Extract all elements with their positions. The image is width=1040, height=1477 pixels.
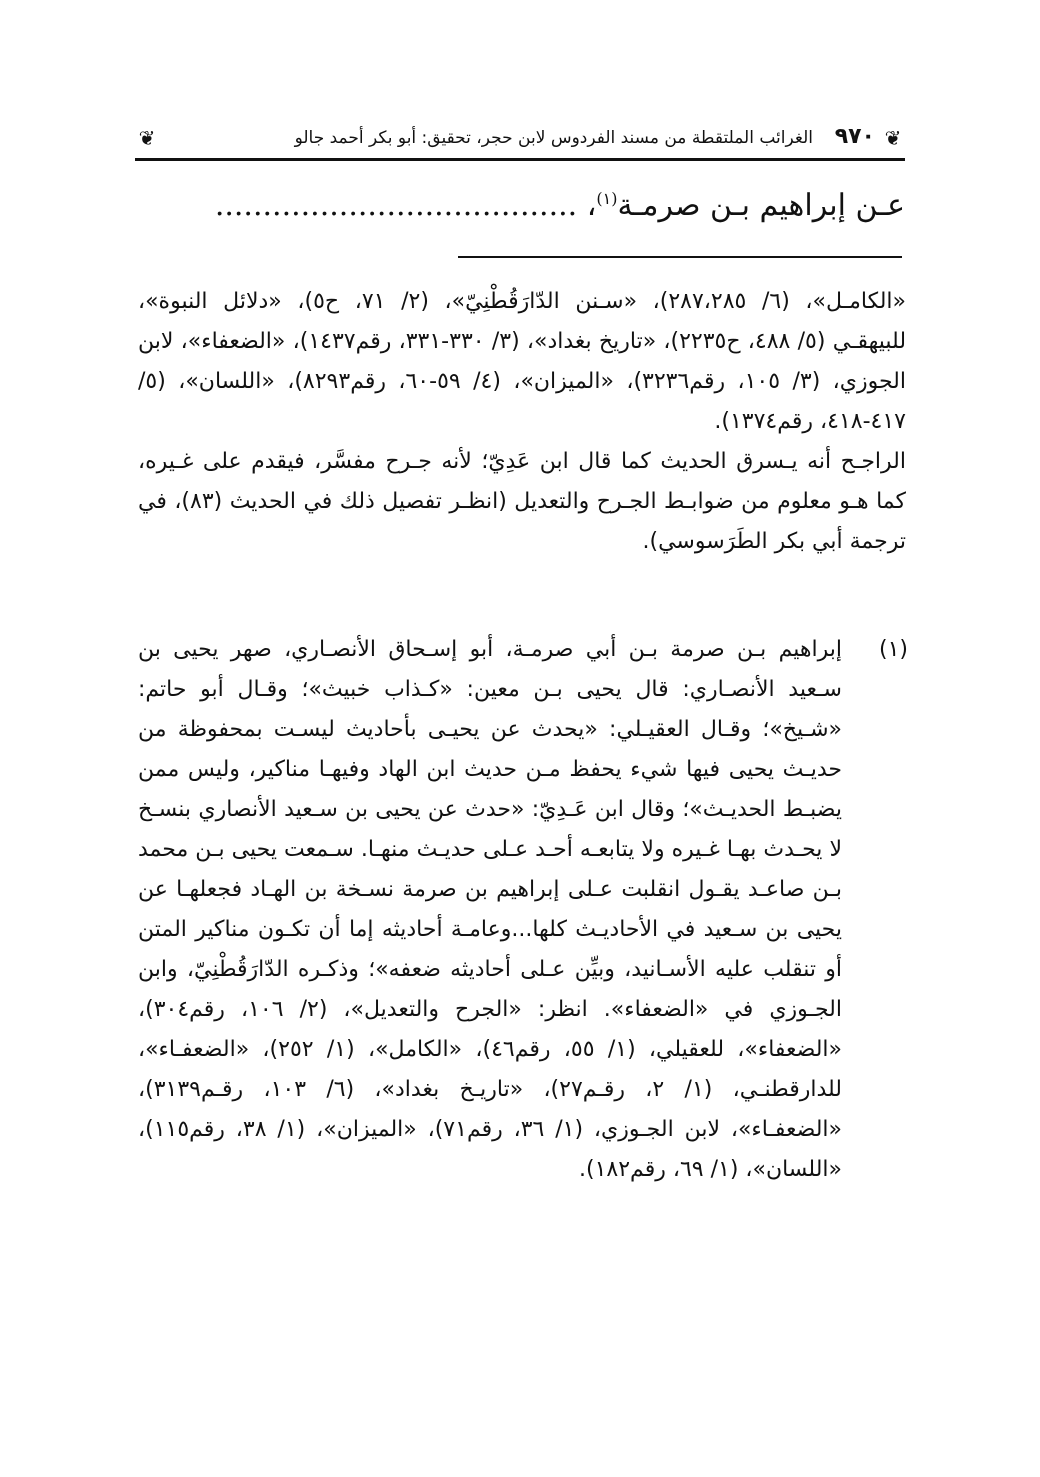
footnote-continued: [138, 282, 906, 562]
footnote-separator: [458, 256, 902, 258]
footnote-text: إبراهيم بـن صرمة بـن أبي صرمـة، أبو إسـحاق الأنصـاري، صهر يحيى بن سـعيد الأنصـاري: قال يحيى بـن معين: «كـذاب خبيث»؛ وقـال أبو حاتم: «شـيخ»؛ وقـال العقيـلي: «يحدث عن يحيـى بأحاديث ليسـت بمحفوظة من حديـث يحيى فيها شيء يحفظ مـن حديث ابن الهاد وفيهـا مناكير، وليس ممن يضبـط الحديـث»؛ وقال ابن عَـدِيّ: «حدث عن يحيى بن سـعيد الأنصاري بنسـخ لا يحـدث بهـا غـيره ولا يتابعـه أحـد عـلى حديـث منهـا. سـمعت يحيى بـن محمد بـن صاعـد يقـول انقلبت عـلى إبراهيم بن صرمة نسـخة بن الهـاد فجعلهـا عن يحيى بن سـعيد في الأحاديـث كلها...وعامـة أحاديثه إما أن تكـون مناكير المتن أو تنقلب عليه الأسـانيد، وبيِّن عـلى أحاديثه ضعفه»؛ وذكـره الدّارَقُطْنِيّ، وابن الجـوزي في «الضعفاء». انظر: «الجرح والتعديل»، (٢/ ١٠٦، رقم٣٠٤)، «الضعفاء»، للعقيلي، (١/ ٥٥، رقم٤٦)، «الكامل»، (١/ ٢٥٢)، «الضعفـاء»، للدارقطنـي، (١/ ٢، رقـم٢٧)، «تاريـخ بغداد»، (٦/ ١٠٣، رقـم٣١٣٩)، «الضعفـاء»، لابن الجـوزي، (١/ ٣٦، رقم٧١)، «الميزان»، (١/ ٣٨، رقم١١٥)، «اللسان»، (١/ ٦٩، رقم١٨٢).: [138, 637, 843, 1182]
main-text-line: [140, 175, 905, 230]
main-text: عـن إبراهيم بـن صرمـة: [617, 188, 905, 223]
running-title: الغرائب الملتقطة من مسند الفردوس لابن حجر، تحقيق: أبو بكر أحمد جالو: [294, 128, 813, 148]
footnote-paragraph: «الكامـل»، (٦/ ٢٨٧،٢٨٥)، «سـنن الدّارَقُطْنِيّ»، (٢/ ٧١، ح٥)، «دلائل النبوة»، للبيهقـي (٥/ ٤٨٨، ح٢٢٣٥)، «تاريخ بغداد»، (٣/ ٣٣٠-٣٣١، رقم١٤٣٧)، «الضعفاء»، لابن الجوزي، (٣/ ١٠٥، رقم٣٢٣٦)، «الميزان»، (٤/ ٥٩-٦٠، رقم٨٢٩٣)، «اللسان»، (٥/ ٤١٧-٤١٨، رقم١٣٧٤).: [138, 289, 907, 434]
running-header: [135, 120, 905, 156]
ornament-icon: ❦: [138, 126, 156, 150]
footnote-paragraph: الراجـح أنه يـسرق الحديث كما قال ابن عَدِيّ؛ لأنه جـرح مفسَّر، فيقدم على غـيره، كما هـو معلوم من ضوابـط الجـرح والتعديل (انظـر تفصيل ذلك في الحديث (٨٣)، في ترجمة أبي بكر الطَرَسوسي).: [138, 449, 907, 554]
footnote-marker: (١): [878, 637, 908, 662]
footnote-ref[interactable]: (١): [596, 189, 618, 208]
header-rule: [135, 158, 905, 161]
page-number: ٩٧٠: [834, 124, 875, 149]
main-text-trailing: ، ......................................: [214, 188, 597, 223]
ornament-icon: ❦: [884, 126, 902, 150]
footnote-1: [138, 630, 906, 1190]
